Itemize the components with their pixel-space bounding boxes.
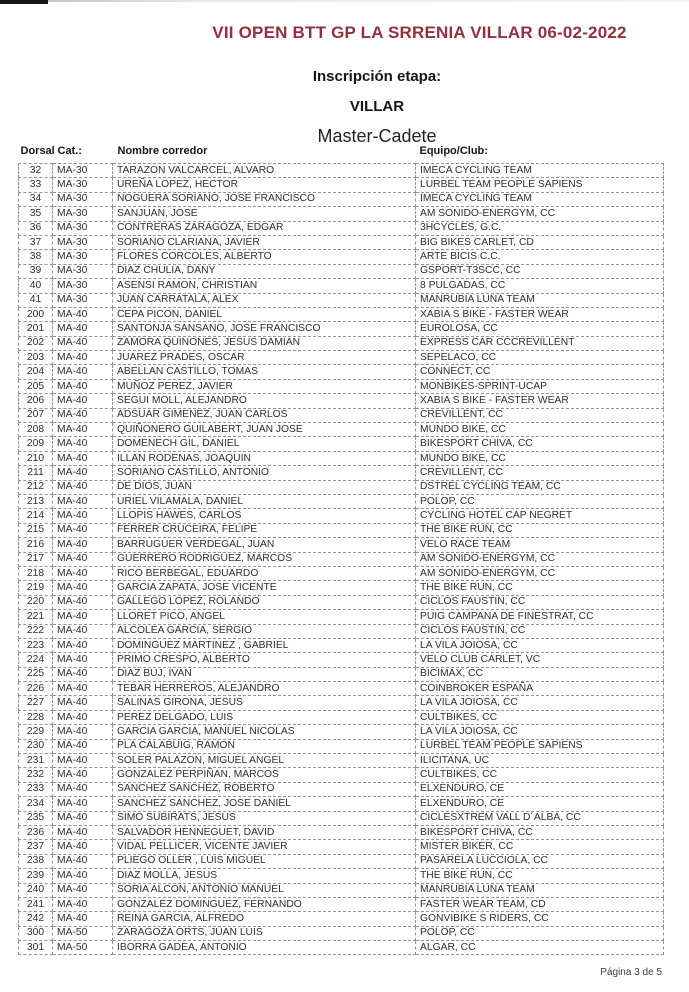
cell-dorsal: 39 [19, 264, 53, 278]
table-body [19, 164, 664, 955]
table-row [19, 451, 664, 465]
cell-category: MA-40 [53, 869, 113, 883]
table-row [19, 696, 664, 710]
cell-dorsal: 212 [19, 480, 53, 494]
cell-category: MA-50 [53, 926, 113, 940]
cell-club: BIG BIKES CARLET, CD [416, 235, 664, 249]
cell-rider-name: GARCIA GARCIA, MANUEL NICOLAS [113, 725, 416, 739]
cell-dorsal: 221 [19, 610, 53, 624]
table-row [19, 523, 664, 537]
cell-category: MA-40 [53, 437, 113, 451]
cell-dorsal: 41 [19, 293, 53, 307]
cell-dorsal: 233 [19, 782, 53, 796]
cell-dorsal: 238 [19, 854, 53, 868]
table-row [19, 926, 664, 940]
cell-category: MA-30 [53, 192, 113, 206]
cell-rider-name: ADSUAR GIMENEZ, JUAN CARLOS [113, 408, 416, 422]
table-row [19, 797, 664, 811]
cell-rider-name: DOMENECH GIL, DANIEL [113, 437, 416, 451]
cell-dorsal: 231 [19, 754, 53, 768]
cell-category: MA-30 [53, 221, 113, 235]
cell-dorsal: 242 [19, 912, 53, 926]
cell-rider-name: SANJUAN, JOSE [113, 207, 416, 221]
cell-category: MA-40 [53, 466, 113, 480]
table-row [19, 638, 664, 652]
cell-club: ELXENDURO, CE [416, 797, 664, 811]
table-row [19, 912, 664, 926]
cell-rider-name: CEPA PICON, DANIEL [113, 307, 416, 321]
cell-club: GONVIBIKE S RIDERS, CC [416, 912, 664, 926]
cell-rider-name: ILLAN RODENAS, JOAQUIN [113, 451, 416, 465]
cell-rider-name: ZAMORA QUIÑONES, JESUS DAMIAN [113, 336, 416, 350]
cell-club: XABIA S BIKE - FASTER WEAR [416, 307, 664, 321]
cell-club: MISTER BIKER, CC [416, 840, 664, 854]
table-row [19, 825, 664, 839]
cell-category: MA-30 [53, 250, 113, 264]
cell-category: MA-40 [53, 423, 113, 437]
cell-category: MA-40 [53, 307, 113, 321]
cell-dorsal: 240 [19, 883, 53, 897]
table-row [19, 725, 664, 739]
cell-rider-name: TEBAR HERREROS, ALEJANDRO [113, 682, 416, 696]
cell-category: MA-40 [53, 797, 113, 811]
cell-rider-name: SALINAS GIRONA, JESUS [113, 696, 416, 710]
cell-dorsal: 202 [19, 336, 53, 350]
cell-rider-name: ZARAGOZA ORTS, JUAN LUIS [113, 926, 416, 940]
cell-category: MA-40 [53, 710, 113, 724]
table-row [19, 264, 664, 278]
cell-category: MA-40 [53, 523, 113, 537]
table-row [19, 509, 664, 523]
cell-category: MA-30 [53, 164, 113, 178]
cell-rider-name: UREÑA LOPEZ, HECTOR [113, 178, 416, 192]
cell-dorsal: 201 [19, 322, 53, 336]
cell-category: MA-40 [53, 552, 113, 566]
cell-category: MA-40 [53, 682, 113, 696]
cell-category: MA-40 [53, 739, 113, 753]
cell-club: AM SONIDO-ENERGYM, CC [416, 552, 664, 566]
cell-club: CYCLING HOTEL CAP NEGRET [416, 509, 664, 523]
table-row [19, 164, 664, 178]
cell-club: PASARELA LUCCIOLA, CC [416, 854, 664, 868]
cell-rider-name: TARAZON VALCARCEL, ALVARO [113, 164, 416, 178]
cell-dorsal: 206 [19, 394, 53, 408]
cell-dorsal: 232 [19, 768, 53, 782]
cell-club: CICLOS FAUSTIN, CC [416, 624, 664, 638]
cell-rider-name: JUAN CARRATALA, ALEX [113, 293, 416, 307]
table-row [19, 610, 664, 624]
inscription-label: Inscripción etapa: [312, 68, 442, 85]
cell-club: ARTE BICIS C.C. [416, 250, 664, 264]
cell-category: MA-40 [53, 566, 113, 580]
table-row [19, 394, 664, 408]
cell-club: EXPRESS CAR CCCREVILLENT [416, 336, 664, 350]
cell-rider-name: VIDAL PELLICER, VICENTE JAVIER [113, 840, 416, 854]
cell-dorsal: 219 [19, 581, 53, 595]
table-row [19, 178, 664, 192]
cell-category: MA-40 [53, 494, 113, 508]
cell-category: MA-40 [53, 581, 113, 595]
cell-rider-name: SANCHEZ SANCHEZ, ROBERTO [113, 782, 416, 796]
cell-club: COINBROKER ESPAÑA [416, 682, 664, 696]
cell-club: IMECA CYCLING TEAM [416, 164, 664, 178]
cell-rider-name: QUIÑONERO GUILABERT, JUAN JOSE [113, 423, 416, 437]
cell-club: 3HCYCLES, G.C. [416, 221, 664, 235]
table-row [19, 782, 664, 796]
cell-club: VELO RACE TEAM [416, 538, 664, 552]
table-row [19, 768, 664, 782]
cell-category: MA-40 [53, 351, 113, 365]
cell-club: ELXENDURO, CE [416, 782, 664, 796]
cell-category: MA-40 [53, 322, 113, 336]
cell-category: MA-40 [53, 480, 113, 494]
cell-category: MA-30 [53, 178, 113, 192]
cell-club: CONNECT, CC [416, 365, 664, 379]
cell-rider-name: CONTRERAS ZARAGOZA, EDGAR [113, 221, 416, 235]
cell-rider-name: LLORET PICO, ANGEL [113, 610, 416, 624]
cell-rider-name: REINA GARCIA, ALFREDO [113, 912, 416, 926]
cell-rider-name: BARRUGUER VERDEGAL, JUAN [113, 538, 416, 552]
cell-rider-name: DIAZ MOLLA, JESUS [113, 869, 416, 883]
cell-dorsal: 32 [19, 164, 53, 178]
cell-dorsal: 239 [19, 869, 53, 883]
cell-dorsal: 225 [19, 667, 53, 681]
table-row [19, 207, 664, 221]
cell-rider-name: GARCIA ZAPATA, JOSE VICENTE [113, 581, 416, 595]
cell-club: LA VILA JOIOSA, CC [416, 725, 664, 739]
category-title: Master-Cadete [317, 126, 437, 146]
cell-rider-name: PEREZ DELGADO, LUIS [113, 710, 416, 724]
cell-club: CREVILLENT, CC [416, 466, 664, 480]
stage-name: VILLAR [349, 98, 405, 115]
cell-club: BIKESPORT CHIVA, CC [416, 825, 664, 839]
cell-rider-name: SORIA ALCON, ANTONIO MANUEL [113, 883, 416, 897]
table-row [19, 365, 664, 379]
cell-rider-name: NOGUERA SORIANO, JOSE FRANCISCO [113, 192, 416, 206]
cell-club: CICLESXTREM VALL D´ALBA, CC [416, 811, 664, 825]
cell-rider-name: IBORRA GADEA, ANTONIO [113, 941, 416, 955]
cell-rider-name: PLA CALABUIG, RAMON [113, 739, 416, 753]
cell-dorsal: 301 [19, 941, 53, 955]
cell-club: CULTBIKES, CC [416, 768, 664, 782]
cell-dorsal: 222 [19, 624, 53, 638]
cell-category: MA-40 [53, 825, 113, 839]
table-row [19, 250, 664, 264]
cell-dorsal: 229 [19, 725, 53, 739]
cell-category: MA-40 [53, 538, 113, 552]
cell-club: LURBEL TEAM PEOPLE SAPIENS [416, 178, 664, 192]
cell-category: MA-40 [53, 897, 113, 911]
cell-dorsal: 210 [19, 451, 53, 465]
cell-dorsal: 234 [19, 797, 53, 811]
cell-rider-name: DIAZ BUJ, IVAN [113, 667, 416, 681]
cell-dorsal: 300 [19, 926, 53, 940]
cell-category: MA-50 [53, 941, 113, 955]
table-row [19, 869, 664, 883]
cell-dorsal: 33 [19, 178, 53, 192]
cell-category: MA-40 [53, 610, 113, 624]
cell-dorsal: 211 [19, 466, 53, 480]
cell-category: MA-40 [53, 725, 113, 739]
cell-rider-name: FERRER CRUCEIRA, FELIPE [113, 523, 416, 537]
cell-club: FASTER WEAR TEAM, CD [416, 897, 664, 911]
cell-club: BIKESPORT CHIVA, CC [416, 437, 664, 451]
cell-club: CREVILLENT, CC [416, 408, 664, 422]
cell-category: MA-40 [53, 840, 113, 854]
cell-category: MA-40 [53, 768, 113, 782]
cell-dorsal: 223 [19, 638, 53, 652]
cell-category: MA-40 [53, 451, 113, 465]
cell-dorsal: 235 [19, 811, 53, 825]
table-row [19, 494, 664, 508]
cell-category: MA-40 [53, 667, 113, 681]
cell-dorsal: 200 [19, 307, 53, 321]
cell-rider-name: SANCHEZ SANCHEZ, JOSE DANIEL [113, 797, 416, 811]
table-row [19, 480, 664, 494]
table-row [19, 710, 664, 724]
cell-category: MA-40 [53, 379, 113, 393]
cell-dorsal: 241 [19, 897, 53, 911]
table-row [19, 552, 664, 566]
cell-club: PUIG CAMPANA DE FINESTRAT, CC [416, 610, 664, 624]
cell-category: MA-40 [53, 638, 113, 652]
cell-dorsal: 36 [19, 221, 53, 235]
cell-category: MA-40 [53, 883, 113, 897]
cell-club: THE BIKE RUN, CC [416, 869, 664, 883]
cell-club: MUNDO BIKE, CC [416, 451, 664, 465]
cell-dorsal: 35 [19, 207, 53, 221]
table-row [19, 624, 664, 638]
cell-rider-name: SIMO SUBIRATS, JESUS [113, 811, 416, 825]
cell-category: MA-40 [53, 408, 113, 422]
table-row [19, 466, 664, 480]
cell-dorsal: 218 [19, 566, 53, 580]
cell-rider-name: SEGUI MOLL, ALEJANDRO [113, 394, 416, 408]
column-header-club: Equipo/Club: [419, 145, 488, 157]
cell-club: MUNDO BIKE, CC [416, 423, 664, 437]
table-row [19, 566, 664, 580]
riders-table-header [19, 145, 664, 164]
table-row [19, 739, 664, 753]
cell-dorsal: 237 [19, 840, 53, 854]
cell-dorsal: 205 [19, 379, 53, 393]
cell-dorsal: 34 [19, 192, 53, 206]
cell-category: MA-30 [53, 293, 113, 307]
cell-club: 8 PULGADAS, CC [416, 279, 664, 293]
cell-club: MANRUBIA LUNA TEAM [416, 883, 664, 897]
cell-category: MA-40 [53, 854, 113, 868]
cell-category: MA-30 [53, 279, 113, 293]
table-row [19, 581, 664, 595]
cell-dorsal: 217 [19, 552, 53, 566]
cell-club: THE BIKE RUN, CC [416, 523, 664, 537]
cell-dorsal: 230 [19, 739, 53, 753]
table-row [19, 235, 664, 249]
cell-category: MA-40 [53, 394, 113, 408]
cell-category: MA-30 [53, 264, 113, 278]
cell-dorsal: 236 [19, 825, 53, 839]
cell-club: MONBIKES-SPRINT-UCAP [416, 379, 664, 393]
cell-dorsal: 214 [19, 509, 53, 523]
cell-rider-name: MUÑOZ PEREZ, JAVIER [113, 379, 416, 393]
cell-rider-name: ASENSI RAMON, CHRISTIAN [113, 279, 416, 293]
scan-artifact-line [0, 0, 689, 2]
cell-dorsal: 215 [19, 523, 53, 537]
cell-category: MA-40 [53, 336, 113, 350]
cell-rider-name: SANTONJA SANSANO, JOSE FRANCISCO [113, 322, 416, 336]
event-title: VII OPEN BTT GP LA SRRENIA VILLAR 06-02-2022 [212, 23, 627, 42]
cell-category: MA-40 [53, 365, 113, 379]
cell-club: GSPORT-T3SCC, CC [416, 264, 664, 278]
table-row [19, 595, 664, 609]
cell-dorsal: 203 [19, 351, 53, 365]
cell-category: MA-40 [53, 754, 113, 768]
cell-club: SEPELACO, CC [416, 351, 664, 365]
table-row [19, 423, 664, 437]
cell-rider-name: GALLEGO LOPEZ, ROLANDO [113, 595, 416, 609]
cell-category: MA-40 [53, 595, 113, 609]
column-header-dorsal: Dorsal [20, 145, 55, 157]
cell-club: POLOP, CC [416, 926, 664, 940]
table-row [19, 307, 664, 321]
cell-club: LA VILA JOIOSA, CC [416, 638, 664, 652]
table-row [19, 667, 664, 681]
cell-rider-name: GONZALEZ PERPIÑAN, MARCOS [113, 768, 416, 782]
cell-rider-name: JUAREZ PRADES, OSCAR [113, 351, 416, 365]
cell-category: MA-40 [53, 696, 113, 710]
cell-category: MA-40 [53, 811, 113, 825]
cell-club: AM SONIDO-ENERGYM, CC [416, 207, 664, 221]
cell-dorsal: 208 [19, 423, 53, 437]
cell-rider-name: SOLER PALAZON, MIGUEL ANGEL [113, 754, 416, 768]
cell-category: MA-40 [53, 624, 113, 638]
table-row [19, 336, 664, 350]
cell-club: EUROLOSA, CC [416, 322, 664, 336]
cell-club: LA VILA JOIOSA, CC [416, 696, 664, 710]
cell-dorsal: 226 [19, 682, 53, 696]
cell-dorsal: 40 [19, 279, 53, 293]
cell-category: MA-40 [53, 782, 113, 796]
cell-club: ILICITANA, UC [416, 754, 664, 768]
cell-category: MA-40 [53, 653, 113, 667]
table-row [19, 653, 664, 667]
cell-rider-name: SORIANO CASTILLO, ANTONIO [113, 466, 416, 480]
cell-rider-name: DE DIOS, JUAN [113, 480, 416, 494]
table-row [19, 840, 664, 854]
table-row [19, 408, 664, 422]
cell-rider-name: ALCOLEA GARCIA, SERGIO [113, 624, 416, 638]
scan-artifact-corner [0, 0, 48, 4]
cell-rider-name: GUERRERO RODRIGUEZ, MARCOS [113, 552, 416, 566]
cell-dorsal: 37 [19, 235, 53, 249]
cell-club: POLOP, CC [416, 494, 664, 508]
table-row [19, 437, 664, 451]
table-row [19, 192, 664, 206]
table-row [19, 854, 664, 868]
cell-rider-name: LLOPIS HAWES, CARLOS [113, 509, 416, 523]
cell-rider-name: RICO BERBEGAL, EDUARDO [113, 566, 416, 580]
table-row [19, 221, 664, 235]
cell-category: MA-40 [53, 509, 113, 523]
cell-club: BICIMAX, CC [416, 667, 664, 681]
cell-category: MA-30 [53, 207, 113, 221]
table-row [19, 538, 664, 552]
cell-dorsal: 209 [19, 437, 53, 451]
table-row [19, 811, 664, 825]
page-number: Página 3 de 5 [600, 967, 662, 978]
table-row [19, 322, 664, 336]
cell-rider-name: DOMINGUEZ MARTINEZ , GABRIEL [113, 638, 416, 652]
table-row [19, 941, 664, 955]
cell-rider-name: ABELLAN CASTILLO, TOMAS [113, 365, 416, 379]
table-row [19, 897, 664, 911]
cell-rider-name: URIEL VILAMALA, DANIEL [113, 494, 416, 508]
cell-category: MA-30 [53, 235, 113, 249]
table-row [19, 883, 664, 897]
cell-rider-name: DIAZ CHULIA, DANY [113, 264, 416, 278]
table-row [19, 279, 664, 293]
cell-dorsal: 216 [19, 538, 53, 552]
cell-dorsal: 220 [19, 595, 53, 609]
table-row [19, 379, 664, 393]
cell-dorsal: 207 [19, 408, 53, 422]
cell-rider-name: SALVADOR HENNEGUET, DAVID [113, 825, 416, 839]
table-row [19, 754, 664, 768]
cell-dorsal: 228 [19, 710, 53, 724]
table-row [19, 351, 664, 365]
cell-rider-name: SORIANO CLARIANA, JAVIER [113, 235, 416, 249]
cell-rider-name: FLORES CORCOLES, ALBERTO [113, 250, 416, 264]
cell-club: VELO CLUB CARLET, VC [416, 653, 664, 667]
cell-dorsal: 224 [19, 653, 53, 667]
cell-dorsal: 213 [19, 494, 53, 508]
header-row [19, 145, 664, 164]
cell-rider-name: PRIMO CRESPO, ALBERTO [113, 653, 416, 667]
cell-club: LURBEL TEAM PEOPLE SAPIENS [416, 739, 664, 753]
cell-club: XABIA S BIKE - FASTER WEAR [416, 394, 664, 408]
cell-club: CULTBIKES, CC [416, 710, 664, 724]
cell-dorsal: 204 [19, 365, 53, 379]
cell-club: CICLOS FAUSTIN, CC [416, 595, 664, 609]
column-header-category: Cat.: [57, 145, 82, 157]
cell-category: MA-40 [53, 912, 113, 926]
cell-club: DSTREL CYCLING TEAM, CC [416, 480, 664, 494]
cell-club: IMECA CYCLING TEAM [416, 192, 664, 206]
cell-dorsal: 38 [19, 250, 53, 264]
table-row [19, 293, 664, 307]
cell-club: ALGAR, CC [416, 941, 664, 955]
cell-rider-name: GONZALEZ DOMINGUEZ, FERNANDO [113, 897, 416, 911]
cell-club: MANRUBIA LUNA TEAM [416, 293, 664, 307]
cell-dorsal: 227 [19, 696, 53, 710]
table-row [19, 682, 664, 696]
cell-club: AM SONIDO-ENERGYM, CC [416, 566, 664, 580]
cell-rider-name: PLIEGO OLLER , LUIS MIGUEL [113, 854, 416, 868]
cell-club: THE BIKE RUN, CC [416, 581, 664, 595]
riders-table [18, 145, 664, 955]
column-header-rider-name: Nombre corredor [117, 145, 208, 157]
